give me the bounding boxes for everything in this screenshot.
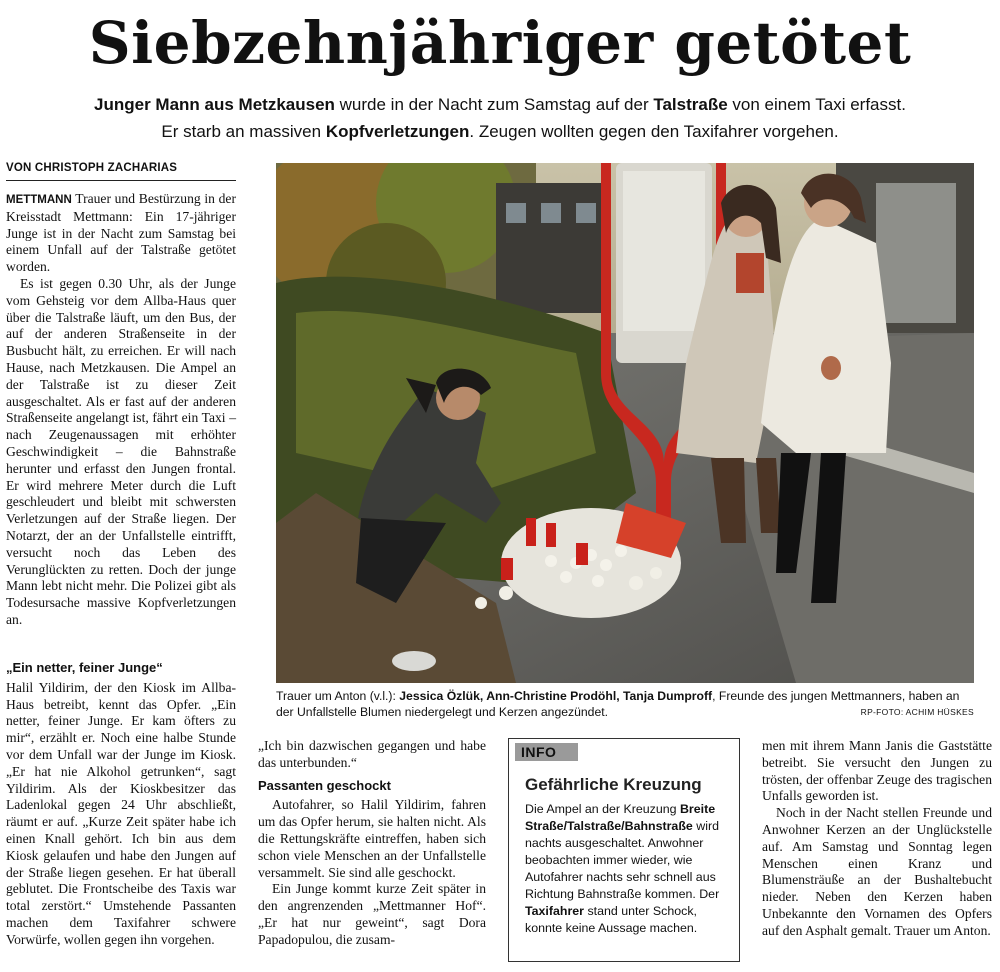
byline: VON CHRISTOPH ZACHARIAS (6, 162, 178, 174)
photo-credit: RP-FOTO: ACHIM HÜSKES (860, 707, 974, 717)
paragraph-1-text: Trauer und Bestürzung in der Kreisstadt Mettmann: Ein 17-jähriger Junge ist in der Nacht zum Samstag bei einem Unfall auf der Talstraße getötet worden. (6, 191, 236, 275)
deck-line-1 (0, 94, 1000, 116)
dateline: METTMANN (6, 194, 72, 206)
article-paragraph-5: Autofahrer, so Halil Yildirim, fahren um das Opfer herum, sie halten nicht. Als die Rettungskräfte eintreffen, haben sich schon viele Menschen an der Unfallstelle versammelt. Sie sind alle geschockt. (258, 797, 486, 880)
info-tag: INFO (515, 743, 578, 761)
article-paragraph-1 (6, 191, 236, 276)
info-body (525, 801, 725, 937)
byline-rule (6, 180, 236, 181)
article-paragraph-4: „Ich bin dazwischen gegangen und habe das unterbunden.“ (258, 738, 486, 770)
info-box (508, 738, 740, 962)
article-column-4 (762, 738, 992, 940)
article-column-1b (6, 654, 236, 949)
deck-text-1: wurde in der Nacht zum Samstag auf der (334, 95, 654, 114)
deck-bold-1: Junger Mann aus Metzkausen (94, 95, 335, 114)
info-text-2: wird nachts ausgeschaltet. Anwohner beobachten immer wieder, wie Autofahrer nachts sehr schnell aus Richtung Bahnstraße kommen. Der (525, 819, 720, 901)
info-bold-2: Taxifahrer (525, 904, 584, 918)
article-column-1 (6, 191, 236, 629)
article-paragraph-6: Ein Junge kommt kurze Zeit später in den angrenzenden „Mettmanner Hof“. „Er hat nur geweint“, sagt Dora Papadopulou, die zusam- (258, 881, 486, 947)
article-paragraph-8: Noch in der Nacht stellen Freunde und Anwohner Kerzen an der Unglückstelle auf. Am Samstag und Sonntag legen Menschen einen Kranz und Blumensträuße an der Bushaltebucht nieder. Neben den Kerzen haben Unbekannte den Vornamen des Opfers auf den Asphalt gemalt. Trauer um Anton. (762, 805, 992, 938)
article-column-2 (258, 738, 486, 949)
deck-bold-3: Kopfverletzungen (325, 122, 470, 141)
info-bold-1: Breite Straße/Talstraße/Bahnstraße (525, 802, 716, 833)
article-paragraph-3: Halil Yildirim, der den Kiosk im Allba-Haus betreibt, kennt das Opfer. „Ein netter, feiner Junge. Er kam öfters zu mir“, erzählt er. Noch eine halbe Stunde vor dem Unfall war der Junge im Kiosk. „Er hat nie Alkohol getrunken“, sagt Yildirim. Als der Kioskbesitzer das Ladenlokal gegen 24 Uhr abschließt, räumt er auf. „Kurze Zeit später habe ich einen Knall gehört. Ich bin aus dem Kiosk gelaufen und habe den Jungen auf der Straße liegen gesehen. Er hat überall geblutet. Die Frontscheibe des Taxis war total zerstört.“ Umstehende Passanten machen dem Taxifahrer schwere Vorwürfe, wollen gegen ihn vorgehen. (6, 679, 236, 947)
info-text-3: stand unter Schock, konnte keine Aussage machen. (525, 904, 698, 935)
info-text-1: Die Ampel an der Kreuzung (525, 802, 680, 816)
deck-text-3: Er starb an massiven (161, 122, 326, 141)
deck-text-4: . Zeugen wollten gegen den Taxifahrer vorgehen. (469, 122, 839, 141)
deck-bold-2: Talstraße (653, 95, 728, 114)
article-paragraph-7: men mit ihrem Mann Janis die Gaststätte betreibt. Sie versucht den Jungen zu trösten, der offenbar Zeuge des tragischen Unfalls geworden ist. (762, 738, 992, 804)
deck-text-2: von einem Taxi erfasst. (727, 95, 906, 114)
headline: Siebzehnjähriger getötet (88, 9, 912, 77)
caption-names: Jessica Özlük, Ann-Christine Prodöhl, Tanja Dumproff (399, 689, 713, 703)
subhead-passanten-geschockt: Passanten geschockt (258, 777, 391, 793)
news-photo (276, 163, 974, 683)
info-title: Gefährliche Kreuzung (525, 775, 702, 794)
deck-line-2 (0, 121, 1000, 143)
caption-text-2: , Freunde des jungen Mettmanners, haben an der Unfallstelle Blumen niedergelegt und Kerzen angezündet. (276, 689, 960, 719)
photo-illustration (276, 163, 974, 683)
subhead-netter-junge: „Ein netter, feiner Junge“ (6, 660, 163, 675)
caption-text-1: Trauer um Anton (v.l.): (276, 689, 400, 703)
article-paragraph-2: Es ist gegen 0.30 Uhr, als der Junge vom Gehsteig vor dem Allba-Haus quer über die Talstraße läuft, um den Bus, der auf der anderen Straßenseite in der Busbucht hält, zu erreichen. Er will nach Hause, nach Metzkausen. Die Ampel an der Talstraße ist zu dieser Zeit ausgeschaltet. Als er fast auf der anderen Straßenseite angelangt ist, fährt ein Taxi – nach Zeugenaussagen mit erhöhter Geschwindigkeit – die Bahnstraße herunter und erfasst den Jungen frontal. Er wird mehrere Meter durch die Luft geschleudert und bleibt mit schwersten Verletzungen auf der Straße liegen. Der Notarzt, der an der Unfallstelle eintrifft, versucht noch das Leben des Verunglückten zu retten. Doch der junge Mann lebt nicht mehr. Die Polizei gibt als Todesursache massive Kopfverletzungen an. (6, 275, 236, 627)
